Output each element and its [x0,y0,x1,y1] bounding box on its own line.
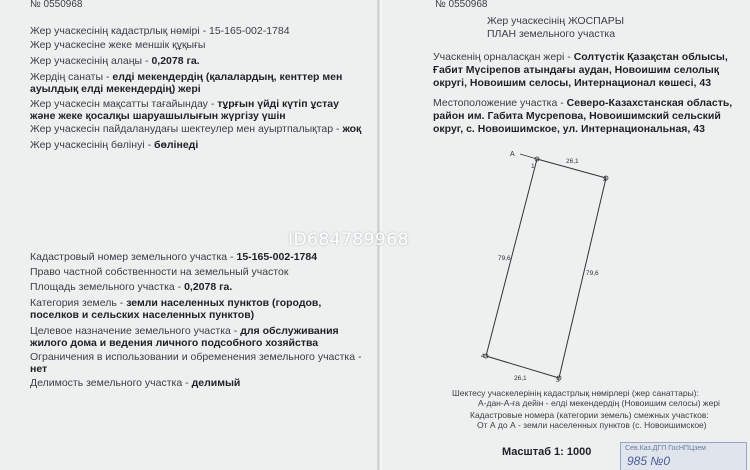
registration-stamp [620,442,747,470]
location-kz-line-1: Солтүстік Қазақстан облысы, [573,51,728,63]
side-top-length: 26,1 [566,158,579,165]
kz-category-label: Жердің санаты - [30,71,113,83]
kz-divisibility-label: Жер учаскесінің бөлінуі - [30,139,154,151]
plot-boundary [486,159,606,378]
kz-purpose-value-2: және жеке қосалқы шаруашылығын жүргізу үшін [30,110,286,122]
side-left-length: 79,6 [498,255,511,262]
location-ru-line-1: Северо-Казахстанская область, [566,97,733,109]
kz-ownership: Жер учаскесіне жеке меншік құқығы [30,39,206,51]
side-right-length: 79,6 [586,270,599,277]
ru-divisibility-label: Делимость земельного участка - [30,377,192,389]
ru-restrictions-label: Ограничения в использовании и обременения земельного участка - [30,351,362,363]
vertex-label-2: 2 [603,176,607,183]
ru-category-value-1: земли населенных пунктов (городов, [126,297,322,309]
plan-scale: Масштаб 1: 1000 [502,446,592,458]
vertex-label-4: 4 [481,353,485,360]
ru-area-label: Площадь земельного участка - [30,281,185,293]
vertex-label-1: 1 [531,163,535,170]
kz-restrictions [30,122,361,136]
ru-category-label: Категория земель - [30,297,127,309]
doc-number-left: № 0550968 [30,0,83,10]
kz-category-value-1: елді мекендердің (қалалардың, кенттер мен [112,71,343,83]
location-kz-label: Учаскенің орналасқан жері - [433,51,574,63]
kz-purpose-value-1: тұрғын үйді күтіп ұстау [217,98,339,110]
kz-divisibility-value: бөлінеді [153,139,199,151]
ru-category-value-2: поселков и сельских населенных пунктов) [30,309,255,321]
doc-number-right: № 0550968 [435,0,488,10]
stamp-issuer: Сев.Каз.ДГП ГосНПЦзем [625,445,706,452]
kz-restrictions-label: Жер учаскесін пайдаланудағы шектеулер мен ауыртпалықтар - [30,123,343,135]
kz-purpose-label: Жер учаскесін мақсатты тағайындау - [30,98,218,110]
ru-cadastral-label: Кадастровый номер земельного участка - [30,251,237,263]
kz-area-value: 0,2078 га. [151,55,200,67]
location-ru-line-2: район им. Габита Мусрепова, Новоишимский сельский [433,110,721,122]
ru-divisibility [30,376,240,390]
ru-purpose-value-2: жилого дома и ведения личного подсобного хозяйства [30,337,319,349]
watermark-id: ID684789968 [288,230,409,250]
corner-a-leader [520,154,537,159]
ru-purpose-label: Целевое назначение земельного участка - [30,325,241,337]
stamp-number: 985 №0 [627,454,671,468]
kz-cadastral-number: Жер учаскесінің кадастрлық нөмірі - 15-165-002-1784 [30,25,290,37]
location-kz-line-2: Ғабит Мүсірепов атындағы аудан, Новоишим селолық [433,64,719,76]
kz-area-label: Жер учаскесінің алаңы - [30,55,152,67]
neighbors-ru-title: Кадастровые номера (категории земель) смежных участков: [470,410,709,420]
ru-cadastral-value: 15-165-002-1784 [236,251,318,263]
plan-title-ru: ПЛАН земельного участка [487,28,616,40]
ru-cadastral-number [30,250,317,264]
kz-restrictions-value: жоқ [342,123,362,135]
ru-ownership: Право частной собственности на земельный участок [30,266,289,278]
neighbors-ru-line: От А до А - земли населенных пунктов (с. Новоишимское) [477,420,707,430]
location-ru-label: Местоположение участка - [433,97,567,109]
side-bottom-length: 26,1 [514,375,527,382]
location-kz-line-3: округі, Новоишим селосы, Интернационал көшесі, 43 [433,77,712,89]
neighbors-kz-title: Шектесу учаскелерінің кадастрлық нөмірлері (жер санаттары): [452,388,699,398]
corner-letter-a: А [510,151,515,158]
ru-area [30,280,232,294]
plan-title-kz: Жер учаскесінің ЖОСПАРЫ [487,15,625,27]
ru-area-value: 0,2078 га. [184,281,233,293]
ru-divisibility-value: делимый [191,377,241,389]
ru-restrictions-value: нет [30,363,48,375]
kz-category-value-2: ауылдық елді мекендердің) жері [30,83,201,95]
vertex-label-3: 3 [556,377,560,384]
neighbors-kz-line: А-дан-А-ға дейін - елді мекендердің (Новоишим селосы) жері [478,398,720,408]
kz-area [30,54,200,68]
kz-divisibility [30,138,198,152]
location-ru-line-3: округ, с. Новоишимское, ул. Интернациональная, 43 [433,123,705,135]
ru-purpose-value-1: для обслуживания [240,325,339,337]
